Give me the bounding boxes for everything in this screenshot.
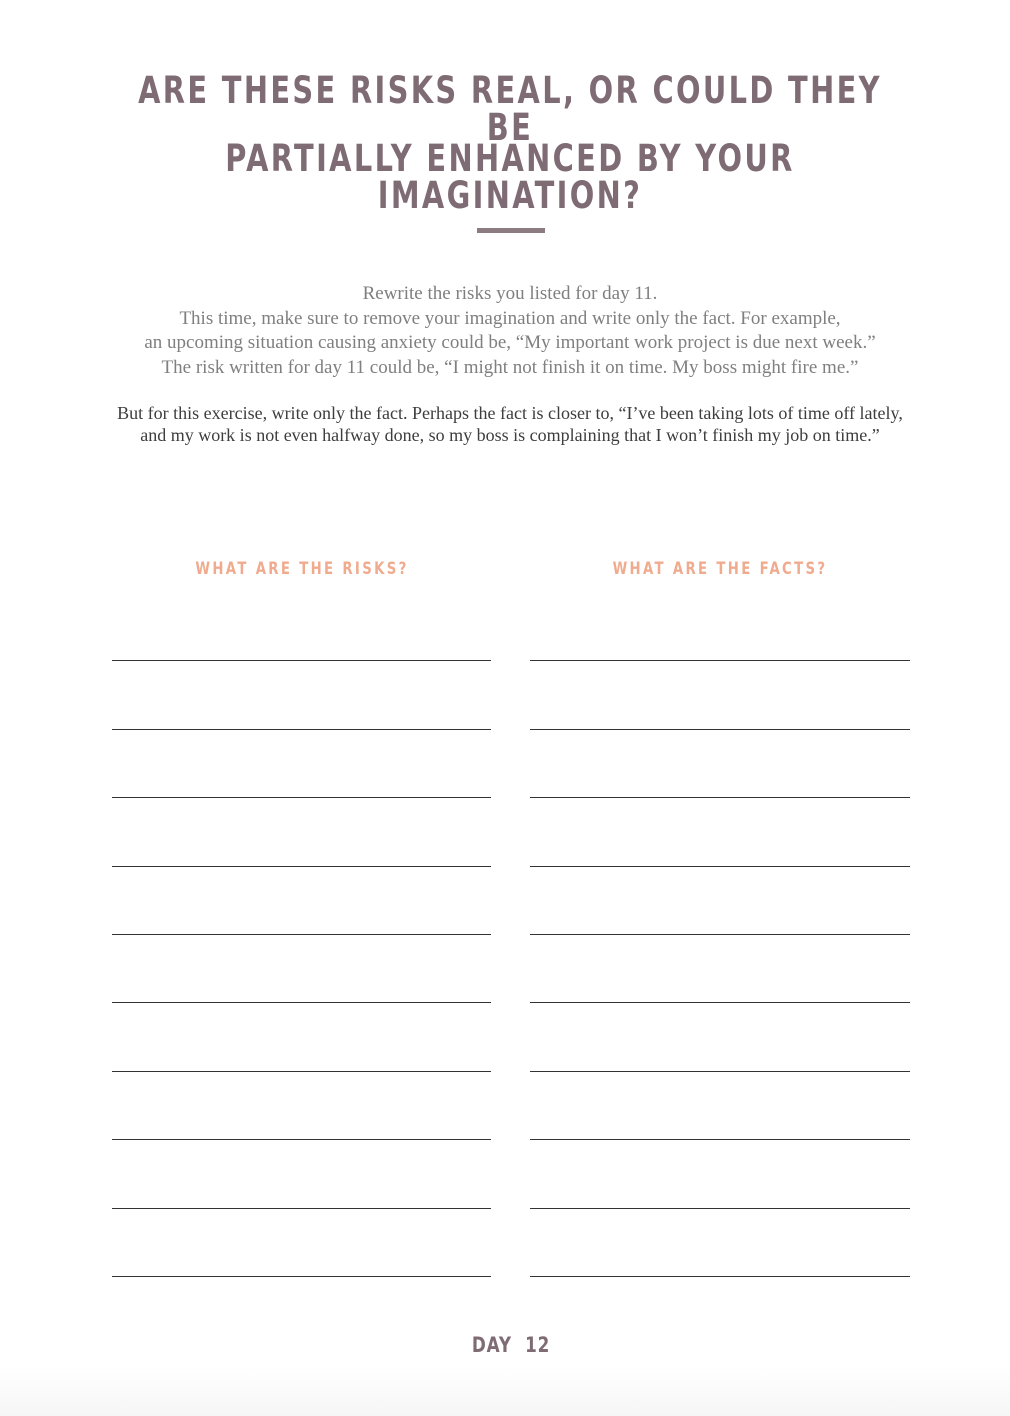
day-label: DAY 12: [471, 1333, 551, 1357]
facts-writing-line[interactable]: [530, 1071, 910, 1072]
page-title-line-1: ARE THESE RISKS REAL, OR COULD THEY BE: [138, 69, 882, 149]
facts-column-heading: WHAT ARE THE FACTS?: [612, 559, 828, 579]
title-divider: [477, 228, 545, 233]
risks-writing-line[interactable]: [112, 1208, 491, 1209]
risks-writing-line[interactable]: [112, 1071, 491, 1072]
facts-writing-line[interactable]: [530, 866, 910, 867]
instruction-line: But for this exercise, write only the fact. Perhaps the fact is closer to, “I’ve been taking lots of time off lately,: [117, 403, 903, 423]
risks-writing-line[interactable]: [112, 660, 491, 661]
facts-writing-line[interactable]: [530, 1139, 910, 1140]
facts-writing-line[interactable]: [530, 1002, 910, 1003]
risks-writing-line[interactable]: [112, 1002, 491, 1003]
risks-writing-line[interactable]: [112, 866, 491, 867]
risks-column-heading: WHAT ARE THE RISKS?: [195, 559, 409, 579]
risks-writing-line[interactable]: [112, 797, 491, 798]
facts-writing-line[interactable]: [530, 934, 910, 935]
facts-writing-line[interactable]: [530, 1208, 910, 1209]
facts-writing-line[interactable]: [530, 1276, 910, 1277]
intro-line: Rewrite the risks you listed for day 11.: [362, 283, 658, 304]
intro-line: The risk written for day 11 could be, “I might not finish it on time. My boss might fire me.”: [161, 356, 859, 378]
intro-paragraph: [0, 282, 1010, 380]
risks-writing-line[interactable]: [112, 1276, 491, 1277]
instruction-paragraph: [0, 402, 1010, 446]
intro-line: an upcoming situation causing anxiety could be, “My important work project is due next week.”: [144, 332, 876, 353]
risks-writing-line[interactable]: [112, 934, 491, 935]
facts-writing-line[interactable]: [530, 729, 910, 730]
facts-writing-line[interactable]: [530, 797, 910, 798]
instruction-line: and my work is not even halfway done, so my boss is complaining that I won’t finish my job on time.”: [140, 425, 880, 445]
intro-line: This time, make sure to remove your imagination and write only the fact. For example,: [179, 307, 841, 329]
facts-writing-line[interactable]: [530, 660, 910, 661]
page-title-line-2: PARTIALLY ENHANCED BY YOUR IMAGINATION?: [225, 137, 795, 217]
risks-writing-line[interactable]: [112, 729, 491, 730]
risks-writing-line[interactable]: [112, 1139, 491, 1140]
bottom-edge-shade: [0, 1366, 1010, 1416]
